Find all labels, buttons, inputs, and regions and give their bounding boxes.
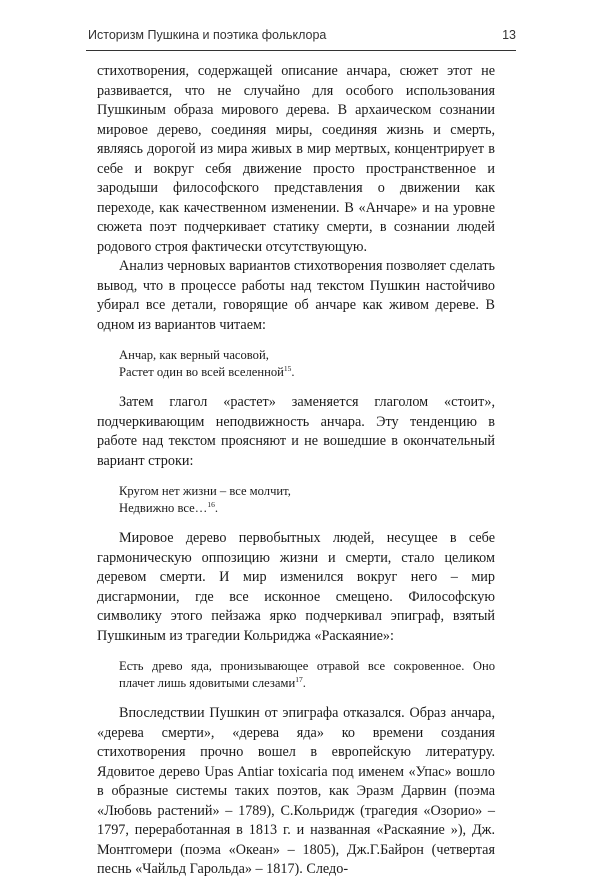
running-title: Историзм Пушкина и поэтика фольклора	[88, 28, 327, 42]
running-header	[86, 24, 516, 51]
footnote-ref-15: 15	[283, 363, 292, 373]
verse-line: Анчар, как верный часовой,	[119, 348, 269, 362]
verse-line: Растет один во всей вселенной$^{15}$.	[119, 363, 295, 379]
paragraph-5: Впоследствии Пушкин от эпиграфа отказался. Образ анчара, «дерева смерти», «дерева яда» ко времени создания стихотворения прочно вошел в европейскую литературу. Ядовитое дерево Upas Antiar toxicaria под именем «Упас» вошло в образные системы таких поэтов, как Эразм Дарвин (поэма «Любовь растений» – 1789), С.Кольридж (трагедия «Озорио» – 1797, переработанная в 1813 г. и названная «Раскаяние »), Дж. Монтгомери (поэма «Океан» – 1805), Дж.Г.Байрон (четвертая песнь «Чайльд Гарольда» – 1817). Следо-	[97, 705, 495, 877]
page-body	[97, 62, 495, 880]
verse-line: Кругом нет жизни – все молчит,	[119, 484, 291, 498]
footnote-ref-17: 17	[295, 674, 303, 684]
paragraph-3: Затем глагол «растет» заменяется глаголом «стоит», подчеркивающим неподвижность анчара. Эту тенденцию в работе над текстом проясняют и не вошедшие в окончательный вариант строки:	[97, 394, 495, 469]
paragraph-2: Анализ черновых вариантов стихотворения позволяет сделать вывод, что в процессе работы над текстом Пушкин настойчиво убирал все детали, говорящие об анчаре как живом дереве. В одном из вариантов читаем:	[97, 258, 495, 333]
footnote-ref-16: 16	[207, 499, 215, 509]
verse-line: Недвижно все…$^{16}$.	[119, 499, 218, 515]
page-number: 13	[502, 28, 516, 42]
verse-quote-1	[119, 347, 495, 381]
verse-quote-2	[119, 483, 495, 517]
paragraph-4: Мировое дерево первобытных людей, несущее в себе гармоническую оппозицию жизни и смерти, стало целиком деревом смерти. И мир изменился вокруг него – мир дисгармонии, где все исконное смещено. Философскую символику этого пейзажа ярко подчеркивал эпиграф, взятый Пушкиным из трагедии Кольриджа «Раскаяние»:	[97, 530, 495, 644]
epigraph-quote: Есть древо яда, пронизывающее отравой все сокровенное. Оно плачет лишь ядовитыми слезами$^{17}$.	[119, 659, 495, 690]
paragraph-1: стихотворения, содержащей описание анчара, сюжет этот не развивается, что не случайно для особого использования Пушкиным образа мирового дерева. В архаическом сознании мировое дерево, соединяя миры, соединяя жизнь и смерть, являясь дорогой из мира живых в мир мертвых, концентрирует в себе и вокруг себя движение просто пространственное и зародыши философского представления о движении как переходе, как качественном изменении. В «Анчаре» и на уровне сюжета поэт подчеркивает статику смерти, в сознании людей родового строя фактически отсутствующую.	[97, 63, 495, 255]
